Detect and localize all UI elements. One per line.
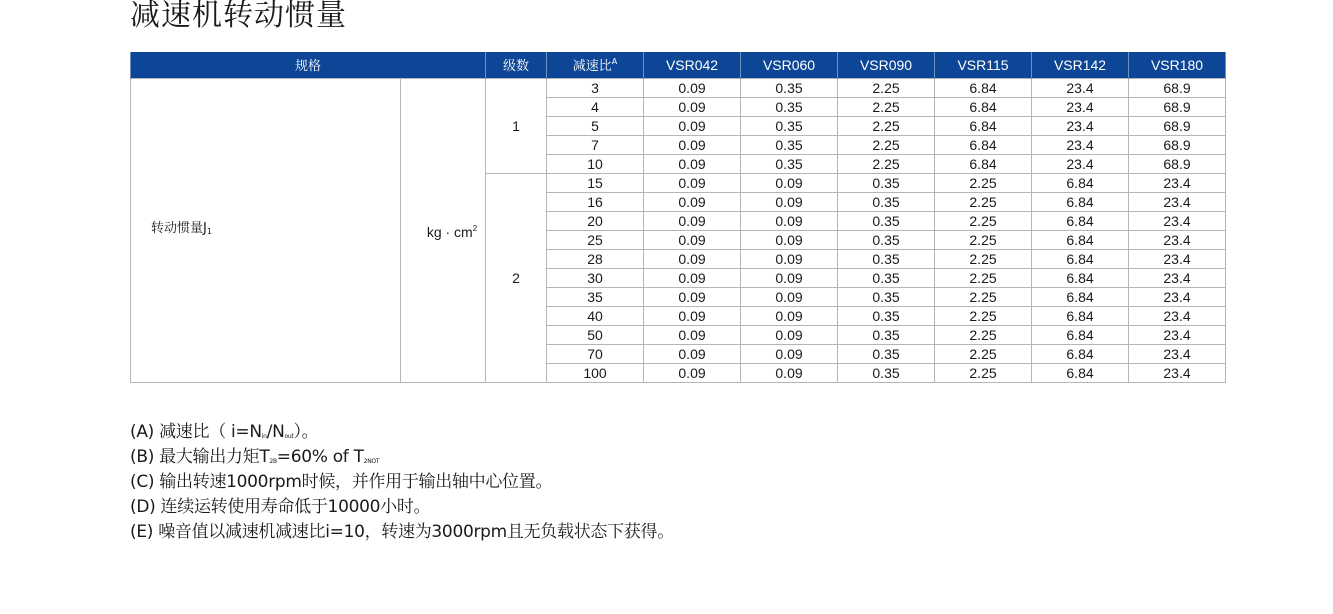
value-cell: 23.4 [1032,135,1129,154]
value-cell: 6.84 [1032,173,1129,192]
header-model: VSR115 [935,52,1032,78]
value-cell: 0.35 [741,154,838,173]
value-cell: 68.9 [1129,116,1226,135]
ratio-cell: 3 [547,78,644,97]
value-cell: 68.9 [1129,97,1226,116]
value-cell: 0.09 [644,325,741,344]
ratio-cell: 25 [547,230,644,249]
value-cell: 0.09 [644,249,741,268]
value-cell: 0.35 [838,287,935,306]
value-cell: 0.09 [741,363,838,382]
value-cell: 23.4 [1129,325,1226,344]
value-cell: 23.4 [1129,306,1226,325]
value-cell: 23.4 [1129,249,1226,268]
value-cell: 2.25 [935,344,1032,363]
ratio-cell: 30 [547,268,644,287]
value-cell: 0.35 [741,135,838,154]
value-cell: 0.35 [838,192,935,211]
header-stage: 级数 [486,52,547,78]
value-cell: 0.09 [741,249,838,268]
value-cell: 2.25 [935,192,1032,211]
value-cell: 0.09 [644,211,741,230]
value-cell: 68.9 [1129,78,1226,97]
value-cell: 0.09 [644,154,741,173]
value-cell: 0.09 [644,230,741,249]
ratio-cell: 40 [547,306,644,325]
value-cell: 0.09 [644,135,741,154]
value-cell: 23.4 [1129,287,1226,306]
value-cell: 0.35 [741,116,838,135]
value-cell: 68.9 [1129,154,1226,173]
value-cell: 0.35 [741,97,838,116]
page-title: 减速机转动惯量 [130,0,347,33]
note-e: (E) 噪音值以减速机减速比i=10，转速为3000rpm且无负载状态下获得。 [130,522,674,542]
value-cell: 2.25 [838,154,935,173]
value-cell: 0.09 [644,363,741,382]
ratio-cell: 7 [547,135,644,154]
value-cell: 0.35 [838,268,935,287]
value-cell: 0.09 [644,287,741,306]
value-cell: 2.25 [838,78,935,97]
value-cell: 0.09 [741,325,838,344]
value-cell: 0.09 [741,173,838,192]
value-cell: 2.25 [935,173,1032,192]
value-cell: 6.84 [1032,211,1129,230]
value-cell: 2.25 [935,306,1032,325]
value-cell: 23.4 [1032,154,1129,173]
header-ratio-sup: A [611,57,618,67]
value-cell: 23.4 [1129,211,1226,230]
ratio-cell: 70 [547,344,644,363]
value-cell: 2.25 [935,325,1032,344]
note-a: (A) 减速比（ $i=N_{in}/N_{out}$）。 [130,422,319,442]
row-label: 转动惯量$J_1$ [131,78,401,382]
header-model: VSR042 [644,52,741,78]
header-ratio-label: 减速比 [572,59,612,75]
value-cell: 23.4 [1129,173,1226,192]
header-ratio [547,52,644,78]
header-model: VSR180 [1129,52,1226,78]
value-cell: 2.25 [935,230,1032,249]
ratio-cell: 4 [547,97,644,116]
value-cell: 0.09 [741,211,838,230]
unit-cell: kg · $cm^2$ [401,78,486,382]
value-cell: 0.09 [741,268,838,287]
value-cell: 23.4 [1129,192,1226,211]
value-cell: 0.35 [838,344,935,363]
value-cell: 0.35 [741,78,838,97]
value-cell: 2.25 [838,116,935,135]
value-cell: 0.09 [644,97,741,116]
value-cell: 0.09 [644,268,741,287]
value-cell: 6.84 [1032,268,1129,287]
value-cell: 2.25 [935,249,1032,268]
value-cell: 0.35 [838,363,935,382]
value-cell: 2.25 [838,97,935,116]
value-cell: 2.25 [935,211,1032,230]
ratio-cell: 28 [547,249,644,268]
value-cell: 0.09 [741,287,838,306]
header-spec: 规格 [131,52,486,78]
value-cell: 0.09 [741,344,838,363]
value-cell: 0.09 [644,78,741,97]
stage-cell: 2 [486,173,547,382]
value-cell: 23.4 [1129,344,1226,363]
note-d: (D) 连续运转使用寿命低于10000小时。 [130,497,431,517]
ratio-cell: 10 [547,154,644,173]
value-cell: 6.84 [1032,344,1129,363]
value-cell: 6.84 [935,116,1032,135]
value-cell: 6.84 [935,97,1032,116]
header-model: VSR060 [741,52,838,78]
value-cell: 0.09 [644,344,741,363]
value-cell: 2.25 [935,287,1032,306]
value-cell: 6.84 [1032,287,1129,306]
ratio-cell: 35 [547,287,644,306]
value-cell: 2.25 [935,268,1032,287]
value-cell: 0.35 [838,306,935,325]
value-cell: 23.4 [1129,363,1226,382]
value-cell: 0.09 [644,306,741,325]
value-cell: 0.35 [838,325,935,344]
value-cell: 23.4 [1129,268,1226,287]
ratio-cell: 20 [547,211,644,230]
note-c: (C) 输出转速1000rpm时候，并作用于输出轴中心位置。 [130,472,553,492]
value-cell: 6.84 [1032,325,1129,344]
inertia-table [130,52,1226,383]
value-cell: 0.09 [644,192,741,211]
ratio-cell: 16 [547,192,644,211]
table-row [131,78,1226,97]
ratio-cell: 15 [547,173,644,192]
value-cell: 6.84 [1032,230,1129,249]
value-cell: 6.84 [1032,192,1129,211]
ratio-cell: 50 [547,325,644,344]
value-cell: 23.4 [1032,78,1129,97]
value-cell: 2.25 [838,135,935,154]
ratio-cell: 100 [547,363,644,382]
value-cell: 0.35 [838,249,935,268]
table-header-row [131,52,1226,78]
value-cell: 6.84 [935,78,1032,97]
value-cell: 68.9 [1129,135,1226,154]
value-cell: 0.35 [838,230,935,249]
stage-cell: 1 [486,78,547,173]
value-cell: 0.09 [741,192,838,211]
value-cell: 0.09 [741,230,838,249]
value-cell: 6.84 [935,154,1032,173]
value-cell: 6.84 [1032,363,1129,382]
value-cell: 6.84 [1032,306,1129,325]
value-cell: 0.09 [741,306,838,325]
value-cell: 23.4 [1032,97,1129,116]
header-model: VSR142 [1032,52,1129,78]
value-cell: 0.09 [644,116,741,135]
ratio-cell: 5 [547,116,644,135]
value-cell: 6.84 [1032,249,1129,268]
footnotes [130,420,674,545]
value-cell: 0.35 [838,173,935,192]
value-cell: 23.4 [1032,116,1129,135]
value-cell: 23.4 [1129,230,1226,249]
value-cell: 0.09 [644,173,741,192]
value-cell: 2.25 [935,363,1032,382]
value-cell: 0.35 [838,211,935,230]
note-b: (B) 最大输出力矩$T_{2B}=60\%$ of $T_{2NOT}$ [130,447,380,467]
value-cell: 6.84 [935,135,1032,154]
header-model: VSR090 [838,52,935,78]
